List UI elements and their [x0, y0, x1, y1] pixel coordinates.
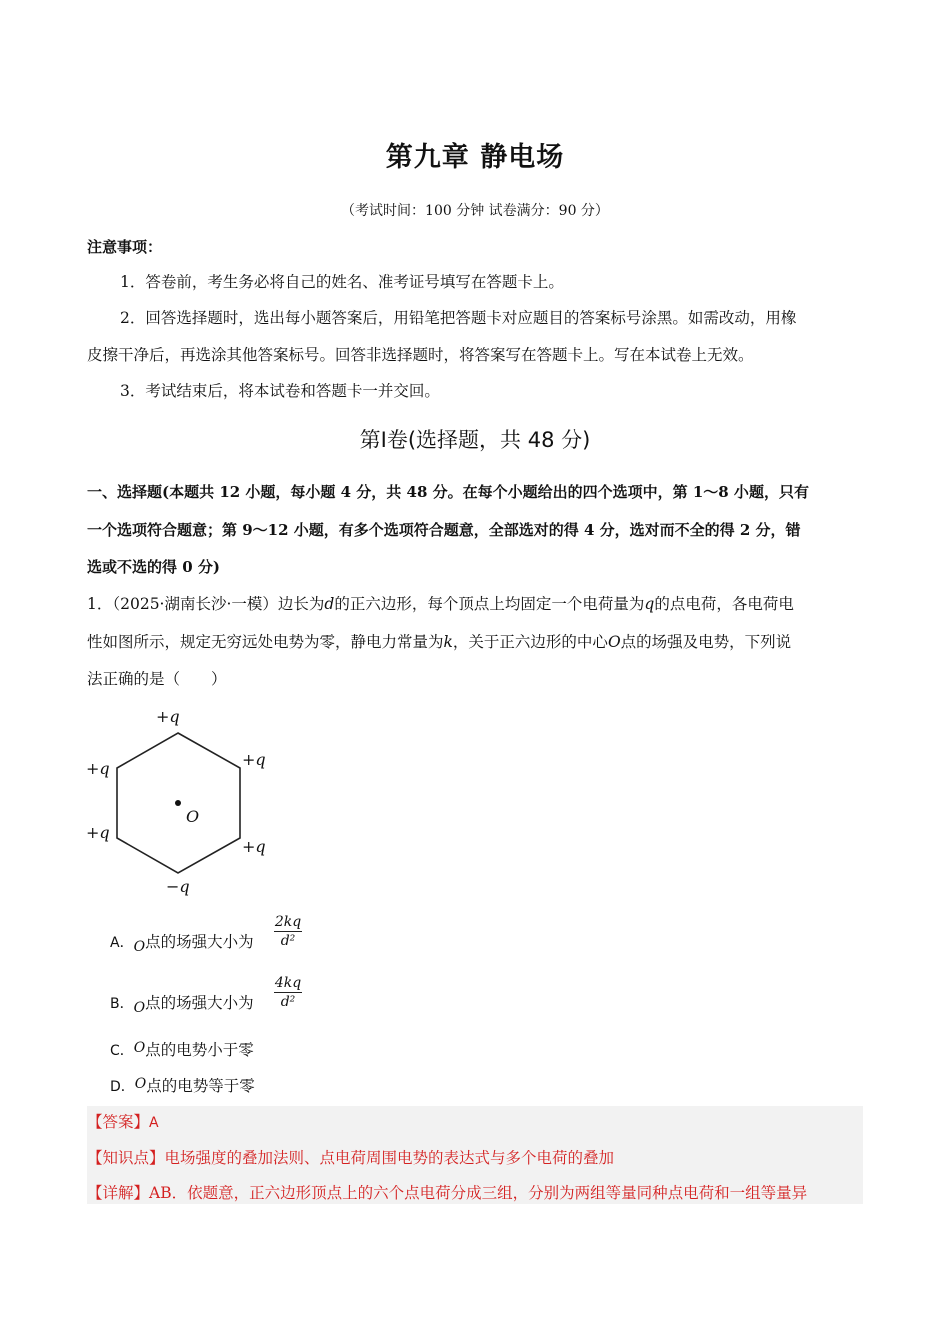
- option-d-label: D．: [110, 1079, 135, 1095]
- notes-heading: 注意事项：: [87, 238, 163, 256]
- question-1-line-1: [87, 594, 794, 614]
- option-b-text: 点的场强大小为: [145, 994, 254, 1012]
- answer-line: [87, 1112, 159, 1133]
- option-b[interactable]: [110, 993, 254, 1014]
- option-a-fraction: [274, 914, 302, 949]
- option-d-var: O: [134, 1076, 147, 1092]
- var-q: q: [644, 595, 655, 613]
- option-a[interactable]: [110, 932, 254, 953]
- knowledge-text: 电场强度的叠加法则、点电荷周围电势的表达式与多个电荷的叠加: [164, 1149, 615, 1167]
- option-d[interactable]: [110, 1076, 255, 1097]
- option-a-var: O: [133, 939, 146, 955]
- option-c-var: O: [133, 1040, 146, 1056]
- charge-label-lower-left: +q: [86, 823, 110, 842]
- notes-item-3: 3．考试结束后，将本试卷和答题卡一并交回。: [120, 382, 440, 400]
- q1-text-d: 性如图所示，规定无穷远处电势为零，静电力常量为: [87, 633, 444, 651]
- q1-text-b: 的正六边形，每个顶点上均固定一个电荷量为: [334, 595, 645, 613]
- answer-value: A: [149, 1115, 159, 1131]
- part-intro-line-1: 一、选择题(本题共 12 小题，每小题 4 分，共 48 分。在每个小题给出的四个选项中，第 1～8 小题，只有: [87, 483, 809, 501]
- knowledge-tag: 【知识点】: [87, 1149, 165, 1167]
- option-a-numerator: 2kq: [274, 914, 302, 930]
- option-a-label: A．: [110, 935, 134, 951]
- part-intro-line-2: 一个选项符合题意；第 9～12 小题，有多个选项符合题意，全部选对的得 4 分，选对而不全的得 2 分，错: [87, 521, 801, 539]
- charge-label-bottom: −q: [166, 877, 190, 896]
- hexagon-charge-figure: [80, 700, 280, 900]
- detail-text: AB．依题意，正六边形顶点上的六个点电荷分成三组，分别为两组等量同种点电荷和一组等量异: [149, 1184, 808, 1202]
- q1-text-e: ，关于正六边形的中心: [452, 633, 608, 651]
- var-k: k: [443, 633, 453, 651]
- knowledge-line: [87, 1148, 614, 1168]
- question-1-line-2: [87, 632, 791, 652]
- var-o: O: [607, 633, 621, 651]
- option-b-label: B．: [110, 996, 134, 1012]
- q1-text-f: 点的场强及电势，下列说: [620, 633, 792, 651]
- option-d-text: 点的电势等于零: [146, 1077, 255, 1095]
- option-b-fraction: [274, 975, 302, 1010]
- option-a-text: 点的场强大小为: [145, 933, 254, 951]
- var-d: d: [324, 595, 335, 613]
- answer-tag: 【答案】: [87, 1113, 150, 1131]
- q1-text-a: 1．（2025·湖南长沙·一模）边长为: [87, 595, 325, 613]
- charge-label-top: +q: [156, 707, 180, 726]
- question-1-line-3: 法正确的是（ ）: [87, 670, 227, 688]
- option-b-var: O: [133, 1000, 146, 1016]
- notes-item-2-line-2: 皮擦干净后，再选涂其他答案标号。回答非选择题时，将答案写在答题卡上。写在本试卷上无效。: [87, 346, 754, 364]
- option-c-text: 点的电势小于零: [145, 1041, 254, 1059]
- notes-item-1: 1．答卷前，考生务必将自己的姓名、准考证号填写在答题卡上。: [120, 273, 564, 291]
- center-label: O: [186, 807, 200, 826]
- charge-label-lower-right: +q: [242, 837, 266, 856]
- charge-label-upper-right: +q: [242, 750, 266, 769]
- option-c[interactable]: [110, 1040, 254, 1061]
- section-title: 第Ⅰ卷(选择题，共 48 分): [359, 428, 591, 452]
- q1-text-c: 的点电荷，各电荷电: [654, 595, 794, 613]
- center-point: [175, 800, 181, 806]
- exam-info: （考试时间：100 分钟 试卷满分：90 分）: [341, 203, 609, 219]
- detail-tag: 【详解】: [87, 1184, 150, 1202]
- option-b-denominator: d²: [280, 994, 296, 1010]
- option-a-denominator: d²: [280, 933, 296, 949]
- page-title: 第九章 静电场: [385, 142, 565, 173]
- part-intro-line-3: 选或不选的得 0 分): [87, 558, 220, 576]
- option-c-label: C．: [110, 1043, 134, 1059]
- option-b-numerator: 4kq: [274, 975, 302, 991]
- charge-label-upper-left: +q: [86, 759, 110, 778]
- notes-item-2-line-1: 2．回答选择题时，选出每小题答案后，用铅笔把答题卡对应题目的答案标号涂黑。如需改动，用橡: [120, 309, 797, 327]
- detail-line: [87, 1183, 807, 1203]
